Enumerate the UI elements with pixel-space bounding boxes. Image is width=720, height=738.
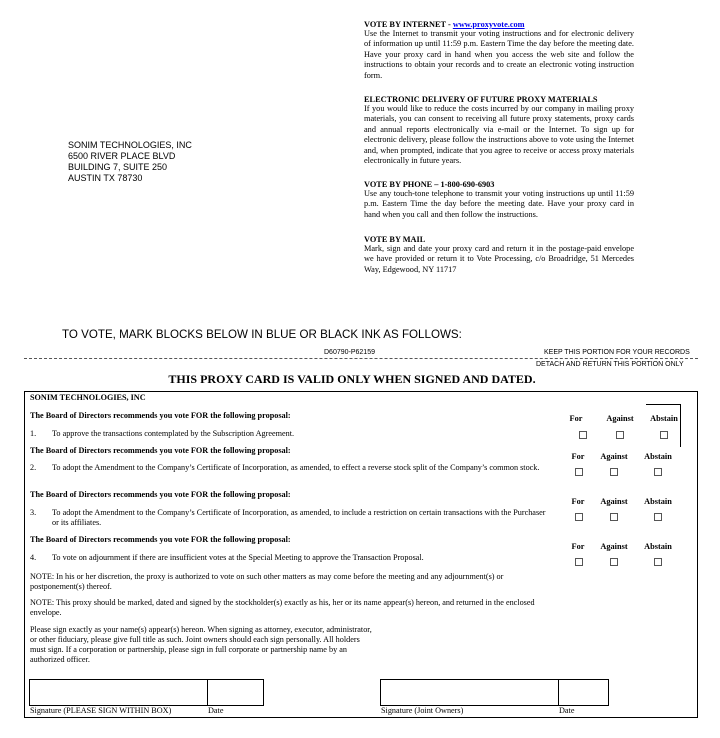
against-column-header: Against bbox=[606, 414, 634, 423]
date-box[interactable] bbox=[207, 679, 264, 706]
recommendation-2: The Board of Directors recommends you vote FOR the following proposal: bbox=[30, 446, 291, 455]
proposal-2-against-checkbox[interactable] bbox=[610, 468, 618, 476]
proposal-2-abstain-checkbox[interactable] bbox=[654, 468, 662, 476]
signature-label: Signature (PLEASE SIGN WITHIN BOX) bbox=[30, 706, 172, 715]
signature-box[interactable] bbox=[29, 679, 208, 706]
for-column-header: For bbox=[571, 452, 585, 461]
recommendation-1: The Board of Directors recommends you vote FOR the following proposal: bbox=[30, 411, 291, 420]
valid-notice: THIS PROXY CARD IS VALID ONLY WHEN SIGNED AND DATED. bbox=[168, 372, 536, 386]
proposal-number-1: 1. bbox=[30, 429, 37, 438]
proposal-4-for-checkbox[interactable] bbox=[575, 558, 583, 566]
proposal-text-3: To adopt the Amendment to the Company’s Certificate of Incorporation, as amended, to include a restriction on certain transactions with the Purchaser or its affiliates. bbox=[52, 508, 546, 527]
against-column-header: Against bbox=[600, 452, 628, 461]
signing-instructions: Please sign exactly as your name(s) appear(s) hereon. When signing as attorney, executor, administrator, or other fiduciary, please give full title as such. Joint owners should each sign personally. All holders must sign. If a corporation or partnership, please sign in full corporate or partnership name by an authorized officer. bbox=[30, 625, 372, 664]
vote-by-phone-section bbox=[364, 180, 634, 220]
abstain-bracket bbox=[646, 404, 681, 447]
proposal-number-3: 3. bbox=[30, 508, 37, 517]
note-signing: NOTE: This proxy should be marked, dated and signed by the stockholder(s) exactly as his, her or its name appear(s) hereon, and returned in the enclosed envelope. bbox=[30, 598, 535, 617]
joint-signature-box[interactable] bbox=[380, 679, 559, 706]
for-column-header: For bbox=[569, 414, 583, 423]
proposal-1-against-checkbox[interactable] bbox=[616, 431, 624, 439]
address-line: BUILDING 7, SUITE 250 bbox=[68, 162, 168, 172]
vote-by-phone-text: Use any touch-tone telephone to transmit your voting instructions up until 11:59 p.m. Eastern Time the day before the meeting date. Have your proxy card in hand when you call and then follow the instructions. bbox=[364, 189, 634, 219]
against-column-header: Against bbox=[600, 497, 628, 506]
card-company-name: SONIM TECHNOLOGIES, INC bbox=[30, 393, 146, 402]
for-column-header: For bbox=[571, 497, 585, 506]
control-code: D60790-P62159 bbox=[324, 349, 375, 356]
detach-line bbox=[24, 358, 698, 359]
proposal-number-2: 2. bbox=[30, 463, 37, 472]
address-line: SONIM TECHNOLOGIES, INC bbox=[68, 140, 192, 150]
proposal-4-abstain-checkbox[interactable] bbox=[654, 558, 662, 566]
vote-by-mail-heading: VOTE BY MAIL bbox=[364, 235, 426, 244]
vote-by-mail-section bbox=[364, 235, 634, 275]
joint-signature-label: Signature (Joint Owners) bbox=[381, 706, 464, 715]
against-column-header: Against bbox=[600, 542, 628, 551]
joint-date-box[interactable] bbox=[558, 679, 609, 706]
vote-by-internet-heading: VOTE BY INTERNET - www.proxyvote.com bbox=[364, 20, 525, 29]
vote-by-mail-text: Mark, sign and date your proxy card and return it in the postage-paid envelope we have provided or return it to Vote Processing, c/o Broadridge, 51 Mercedes Way, Edgewood, NY 11717 bbox=[364, 244, 634, 274]
recommendation-4: The Board of Directors recommends you vote FOR the following proposal: bbox=[30, 535, 291, 544]
proposal-1-abstain-checkbox[interactable] bbox=[660, 431, 668, 439]
proxyvote-link[interactable]: www.proxyvote.com bbox=[452, 20, 525, 29]
recommendation-3: The Board of Directors recommends you vote FOR the following proposal: bbox=[30, 490, 291, 499]
vote-by-phone-heading: VOTE BY PHONE – 1-800-690-6903 bbox=[364, 180, 495, 189]
proposal-3-against-checkbox[interactable] bbox=[610, 513, 618, 521]
marking-instruction: TO VOTE, MARK BLOCKS BELOW IN BLUE OR BLACK INK AS FOLLOWS: bbox=[62, 328, 462, 341]
proposal-number-4: 4. bbox=[30, 553, 37, 562]
vote-by-internet-section bbox=[364, 20, 634, 81]
mailing-address bbox=[68, 140, 192, 184]
keep-portion-label: KEEP THIS PORTION FOR YOUR RECORDS bbox=[544, 349, 690, 356]
proposal-2-for-checkbox[interactable] bbox=[575, 468, 583, 476]
proposal-4-against-checkbox[interactable] bbox=[610, 558, 618, 566]
for-column-header: For bbox=[571, 542, 585, 551]
abstain-column-header: Abstain bbox=[644, 452, 672, 461]
vote-by-internet-text: Use the Internet to transmit your voting instructions and for electronic delivery of information up until 11:59 p.m. Eastern Time the day before the meeting date. Have your proxy card in hand when you access the web site and follow the instructions to obtain your records and to create an electronic voting instruction form. bbox=[364, 29, 634, 80]
proposal-text-4: To vote on adjournment if there are insufficient votes at the Special Meeting to approve the Transaction Proposal. bbox=[52, 553, 424, 562]
proposal-text-2: To adopt the Amendment to the Company’s Certificate of Incorporation, as amended, to effect a reverse stock split of the Company’s common stock. bbox=[52, 463, 540, 472]
proposal-text-1: To approve the transactions contemplated by the Subscription Agreement. bbox=[52, 429, 295, 438]
date-label: Date bbox=[208, 706, 224, 715]
proposal-3-for-checkbox[interactable] bbox=[575, 513, 583, 521]
address-line: AUSTIN TX 78730 bbox=[68, 173, 143, 183]
note-other-matters: NOTE: In his or her discretion, the proxy is authorized to vote on such other matters as may come before the meeting and any adjournment(s) or postponement(s) thereof. bbox=[30, 572, 504, 591]
abstain-column-header: Abstain bbox=[650, 414, 678, 423]
electronic-delivery-section bbox=[364, 95, 634, 166]
proposal-3-abstain-checkbox[interactable] bbox=[654, 513, 662, 521]
address-line: 6500 RIVER PLACE BLVD bbox=[68, 151, 176, 161]
joint-date-label: Date bbox=[559, 706, 575, 715]
detach-portion-label: DETACH AND RETURN THIS PORTION ONLY bbox=[536, 361, 684, 368]
electronic-delivery-heading: ELECTRONIC DELIVERY OF FUTURE PROXY MATERIALS bbox=[364, 95, 598, 104]
abstain-column-header: Abstain bbox=[644, 542, 672, 551]
abstain-column-header: Abstain bbox=[644, 497, 672, 506]
electronic-delivery-text: If you would like to reduce the costs incurred by our company in mailing proxy materials, you can consent to receiving all future proxy statements, proxy cards and annual reports electronically via e-mail or the Internet. To sign up for electronic delivery, please follow the instructions above to vote using the Internet and, when prompted, indicate that you agree to receive or access proxy materials electronically in future years. bbox=[364, 104, 634, 166]
proposal-1-for-checkbox[interactable] bbox=[579, 431, 587, 439]
